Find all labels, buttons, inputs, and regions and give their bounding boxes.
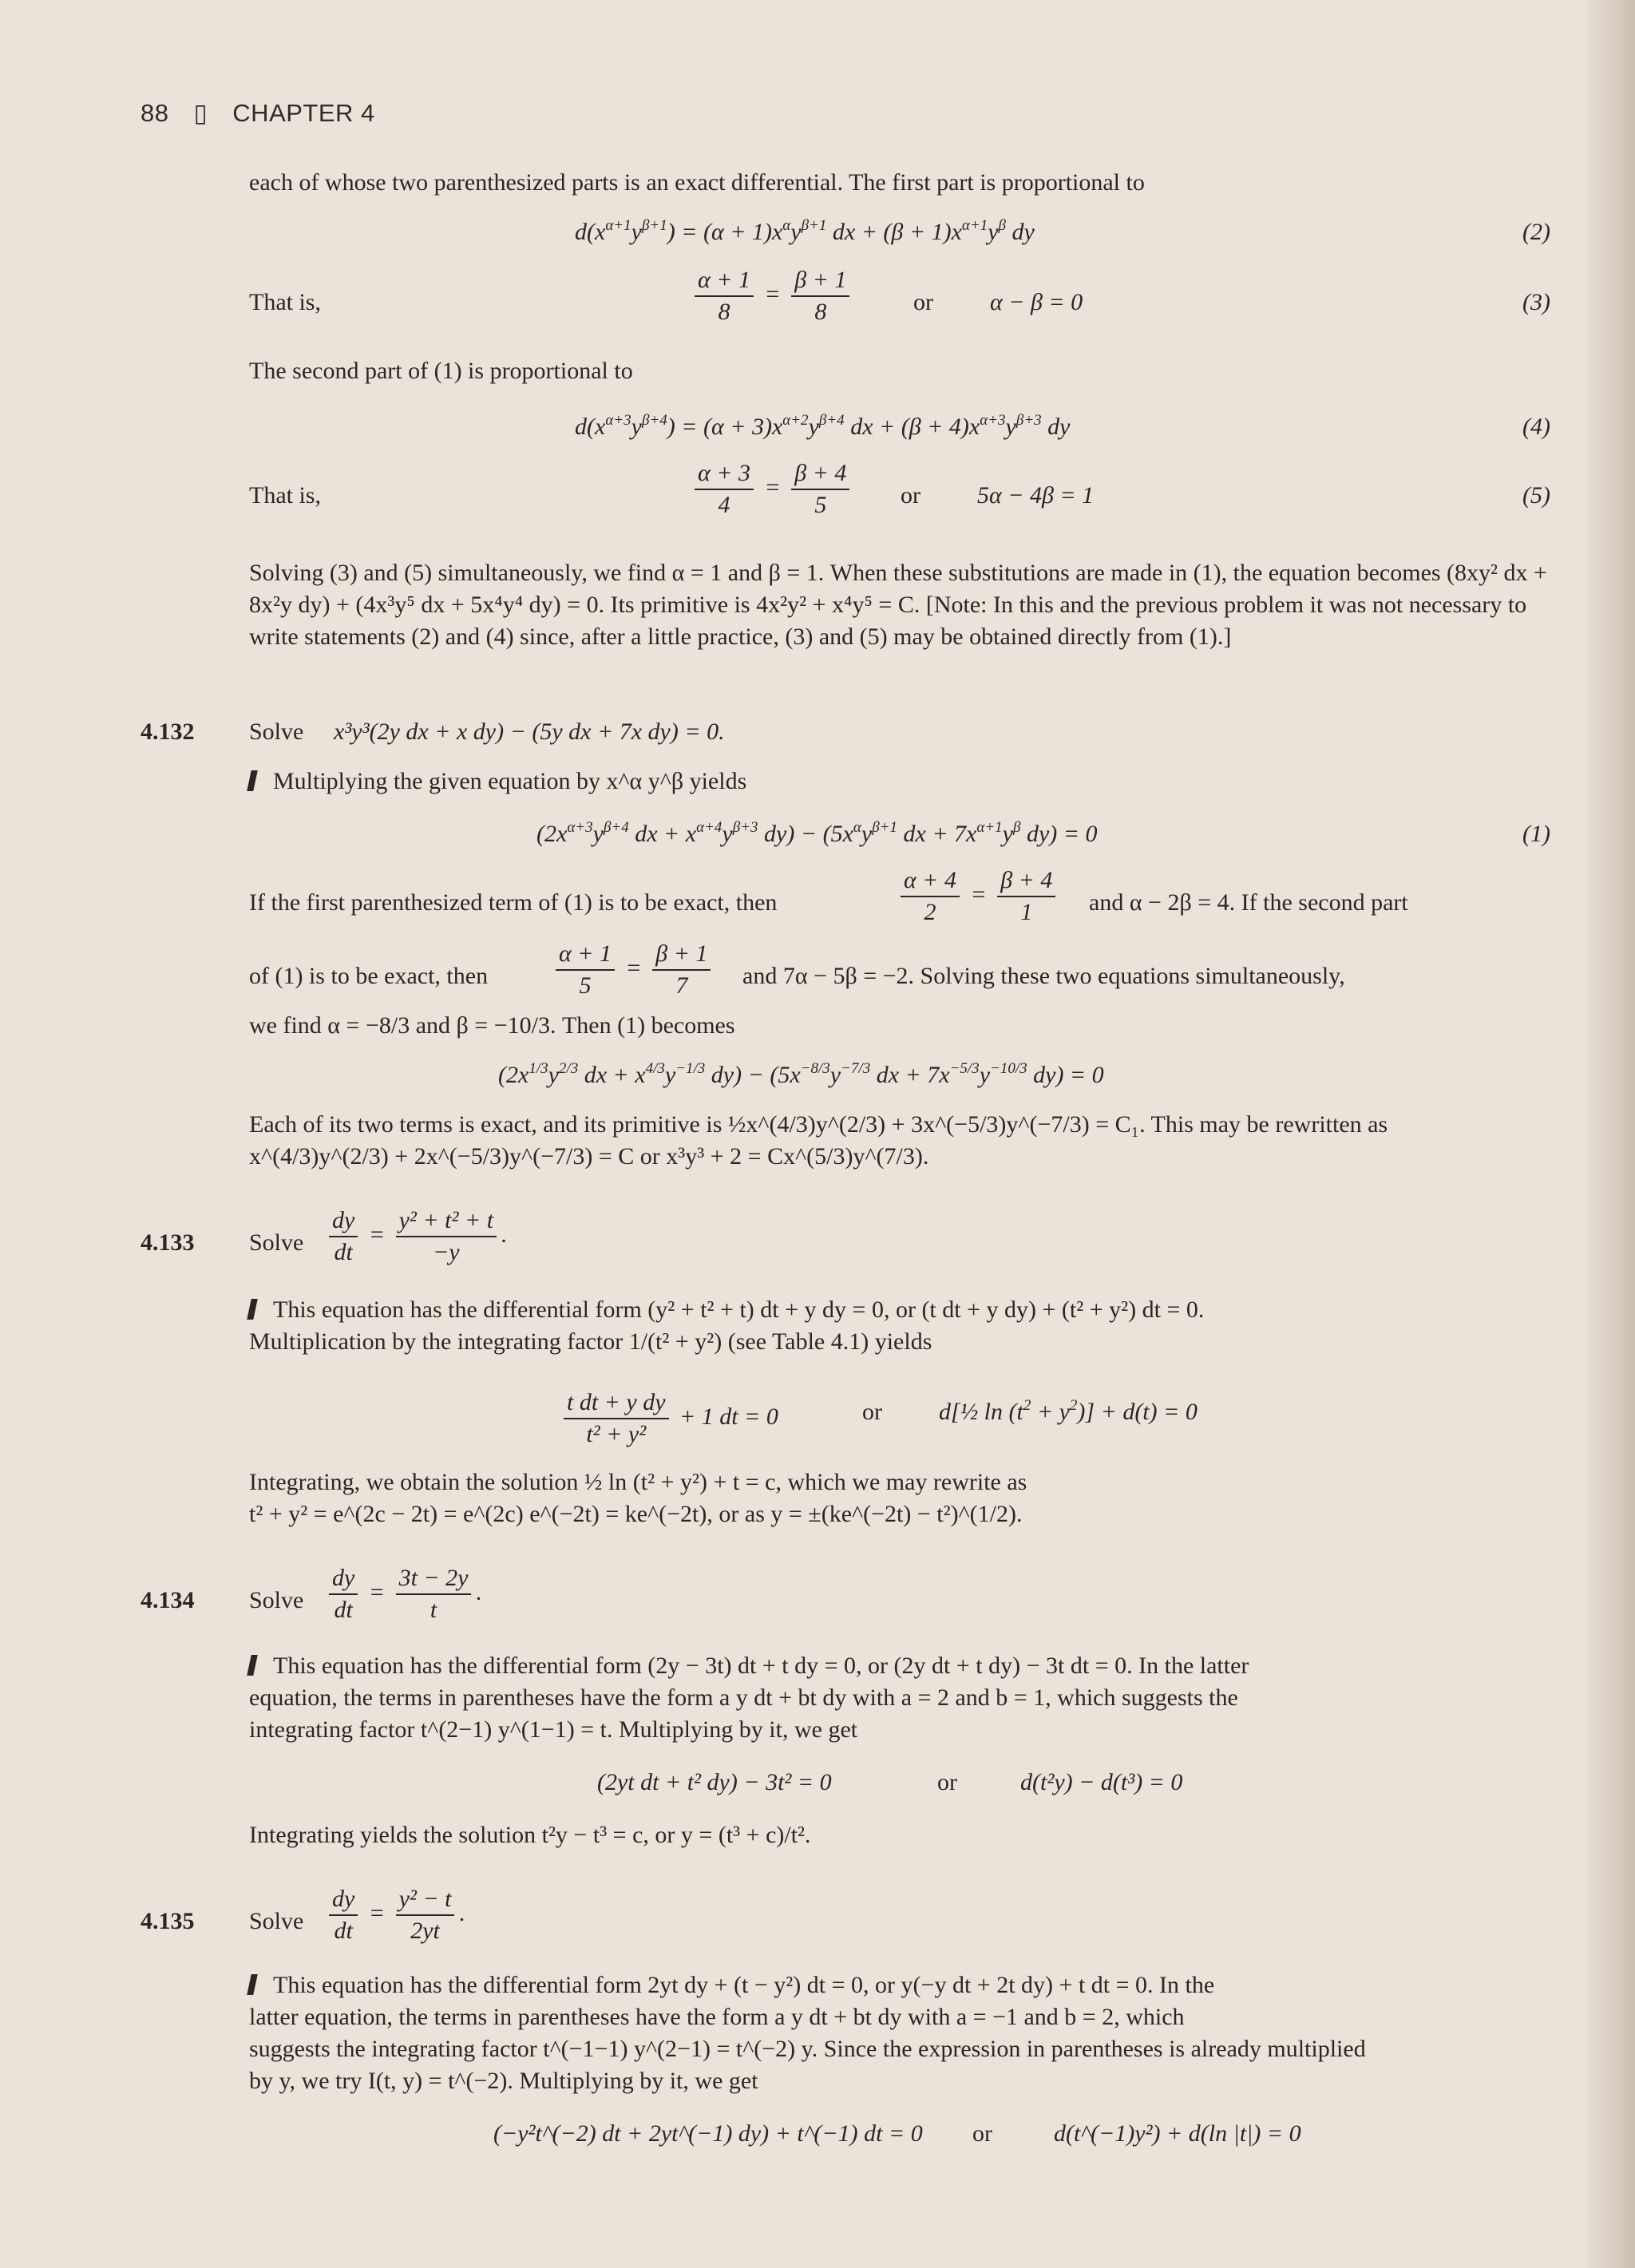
solution-line: integrating factor t^(2−1) y^(1−1) = t. Multiplying by it, we get [249,1716,858,1743]
solution-line: t² + y² = e^(2c − 2t) = e^(2c) e^(−2t) = ke^(−2t), or as y = ±(ke^(−2t) − t²)^(1/2). [249,1501,1023,1527]
that-is-label-1: That is, [249,289,321,315]
header-separator-icon: ▯ [193,99,208,127]
equation-multiplied: (2yt dt + t² dy) − 3t² = 0 [597,1769,832,1795]
solution-marker-icon [247,770,258,791]
that-is-label-2: That is, [249,482,321,509]
solution-marker-icon [247,1974,258,1995]
equation-or: or [862,1399,882,1425]
equation-2: $d(x^{\alpha+1}y^{\beta+1}) = (\alpha + 1)x^\alpha y^{\beta+1}$ dx + $(\beta + 1)x^{\alpha+1}y^\beta$ dy [575,217,1035,245]
equation-3-or: or [913,289,933,315]
solution-line: Multiplication by the integrating factor 1/(t² + y²) (see Table 4.1) yields [249,1328,932,1355]
equation-3: $\frac{\alpha + 1}{8}$ = $\frac{\beta + 1}{8}$ [690,267,854,326]
solve-label: Solve [249,1229,304,1256]
page-number: 88 [141,99,169,127]
solution-line: we find α = −8/3 and β = −10/3. Then (1) becomes [249,1012,735,1039]
equation-3-number: (3) [1522,289,1550,315]
problem-statement: $\frac{dy}{dt}$ = $\frac{\text{y² + t² + t}}{-y}$ . [324,1207,508,1266]
problem-statement: $\frac{dy}{dt}$ = $\frac{3t - 2y}{t}$ . [324,1565,482,1624]
page-edge-shadow [1587,0,1635,2268]
equation-multiplied: (−y²t^(−2) dt + 2yt^(−1) dy) + t^(−1) dt = 0 [493,2120,923,2147]
equation-5-right: 5α − 4β = 1 [977,482,1095,509]
problem-number: 4.132 [141,718,195,745]
equation-4: $d(x^{\alpha+3}y^{\beta+4}) = (\alpha + 3)x^{\alpha+2}y^{\beta+4}$ dx + $(\beta + 4)x^{\alpha+3}y^{\beta+3}$ dy [575,412,1071,440]
equation-5-or: or [901,482,920,509]
equation-1-number: (1) [1522,821,1550,847]
intro-line-1: each of whose two parenthesized parts is an exact differential. The first part is proportional to [249,169,1145,196]
solution-line: This equation has the differential form (y² + t² + t) dt + y dy = 0, or (t dt + y dy) + (t² + y²) dt = 0. [249,1296,1204,1324]
solution-marker-icon [247,1655,258,1676]
solution-line: equation, the terms in parentheses have the form a y dt + bt dy with a = 2 and b = 1, which suggests the [249,1684,1238,1711]
fraction-condition: $\frac{\alpha + 4}{2}$ = $\frac{\beta + 4}{1}$ [896,867,1060,926]
solution-marker-icon [247,1299,258,1320]
solution-line: and 7α − 5β = −2. Solving these two equations simultaneously, [742,963,1345,989]
solution-line: This equation has the differential form 2yt dy + (t − y²) dt = 0, or y(−y dt + 2t dy) + t dt = 0. In the [249,1972,1214,1999]
intro-paragraph: Solving (3) and (5) simultaneously, we find α = 1 and β = 1. When these substitutions are made in (1), the equation becomes (8xy² dx + 8x²y dy) + (4x³y⁵ dx + 5x⁴y⁴ dy) = 0. Its primitive is 4x²y² + x⁴y⁵ = C. [Note: In this and the previous problem it was not necessary to write statements (2) and (4) since, after a little practice, (3) and (5) may be obtained directly from (1).] [249,560,1547,650]
solution-line: If the first parenthesized term of (1) is to be exact, then [249,889,778,916]
intro-line-2: The second part of (1) is proportional to [249,358,633,384]
solution-line: Integrating yields the solution t²y − t³ = c, or y = (t³ + c)/t². [249,1822,811,1848]
fraction-condition: $\frac{\alpha + 1}{5}$ = $\frac{\beta + 1}{7}$ [551,940,715,999]
equation-becomes: ($2x^{1/3}y^{2/3}$ dx + $x^{4/3}y^{-1/3}$ $dy) - (5x^{-8/3}y^{-7/3}$ dx + $7x^{-5/3}y^{-10/3}$ dy) = 0 [498,1060,1104,1088]
problem-statement: x³y³(2y dx + x dy) − (5y dx + 7x dy) = 0. [334,718,725,745]
equation-integrating-right: d[½ $\ln (t^2 + y^2)] + d(t) = 0$ [939,1397,1198,1425]
solve-label: Solve [249,718,304,745]
equation-multiplied-right: d(t^(−1)y²) + d(ln |t|) = 0 [1054,2120,1301,2147]
chapter-title: CHAPTER 4 [232,99,375,127]
solution-line: of (1) is to be exact, then [249,963,489,989]
equation-2-number: (2) [1522,219,1550,245]
solution-line: x^(4/3)y^(2/3) + 2x^(−5/3)y^(−7/3) = C or x³y³ + 2 = Cx^(5/3)y^(7/3). [249,1143,929,1170]
page-header [141,99,375,128]
equation-1: ($2x^{\alpha+3}y^{\beta+4}$ dx + $x^{\alpha+4}y^{\beta+3}$ $dy) - (5x^\alpha y^{\beta+1}$ dx + $7x^{\alpha+1}y^\beta$ dy) = 0 [536,819,1098,847]
problem-statement: $\frac{dy}{dt}$ = $\frac{\text{y² − t}}{2yt}$ . [324,1886,465,1945]
solution-line: This equation has the differential form (2y − 3t) dt + t dy = 0, or (2y dt + t dy) − 3t dt = 0. In the latter [249,1653,1249,1680]
equation-multiplied-right: d(t²y) − d(t³) = 0 [1020,1769,1183,1795]
solve-label: Solve [249,1587,304,1613]
solution-line: Integrating, we obtain the solution ½ ln (t² + y²) + t = c, which we may rewrite as [249,1469,1027,1495]
equation-4-number: (4) [1522,414,1550,440]
equation-5-number: (5) [1522,482,1550,509]
equation-3-right: α − β = 0 [990,289,1083,315]
solution-line: and α − 2β = 4. If the second part [1089,889,1408,916]
solution-line: latter equation, the terms in parentheses have the form a y dt + bt dy with a = −1 and b = 2, which [249,2004,1185,2030]
solve-label: Solve [249,1908,304,1934]
solution-line: Each of its two terms is exact, and its primitive is ½x^(4/3)y^(2/3) + 3x^(−5/3)y^(−7/3) = C₁. This may be rewritten as [249,1111,1388,1138]
equation-integrating: $\frac{\text{t dt + y dy}}{\text{t² + y²}}$ + 1 dt = 0 [559,1389,778,1448]
solution-line: by y, we try I(t, y) = t^(−2). Multiplying by it, we get [249,2068,758,2094]
problem-number: 4.135 [141,1908,195,1934]
equation-5: $\frac{\alpha + 3}{4}$ = $\frac{\beta + 4}{5}$ [690,460,854,519]
problem-number: 4.134 [141,1587,195,1613]
solution-line: Multiplying the given equation by x^α y^β yields [249,768,746,795]
equation-or: or [937,1769,957,1795]
equation-or: or [972,2120,992,2147]
problem-number: 4.133 [141,1229,195,1256]
solution-line: suggests the integrating factor t^(−1−1) y^(2−1) = t^(−2) y. Since the expression in parentheses is already multiplied [249,2036,1366,2062]
